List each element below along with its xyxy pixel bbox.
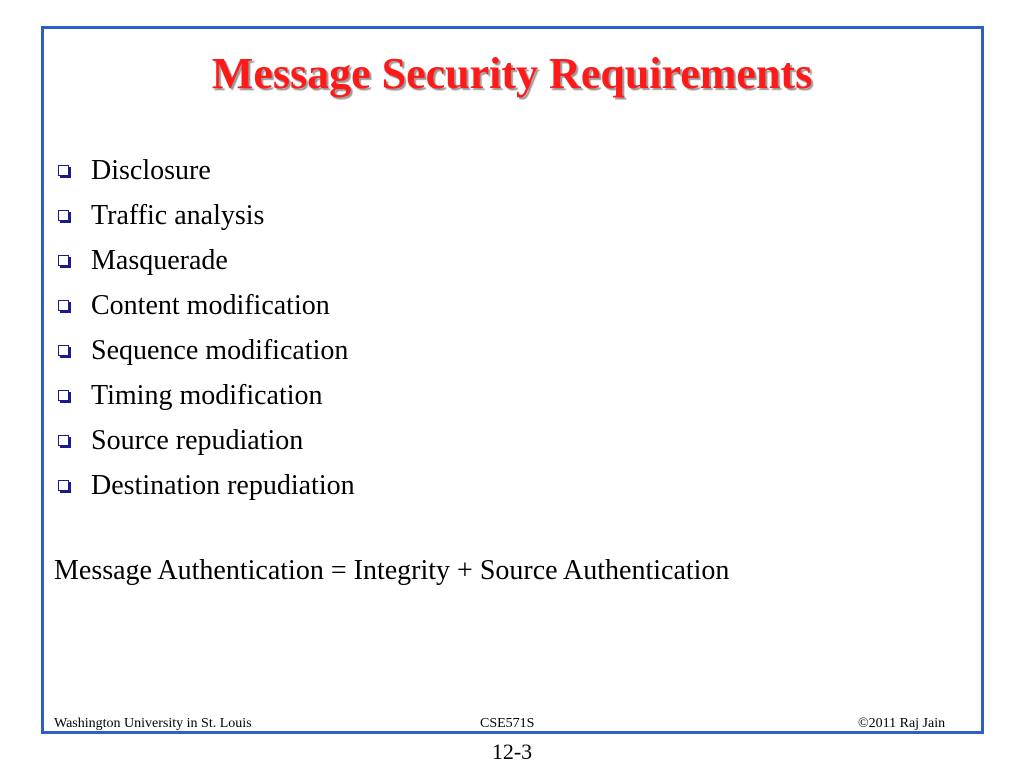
list-item <box>54 328 355 373</box>
bullet-text: Source repudiation <box>91 424 304 456</box>
bullet-text: Timing modification <box>91 379 323 411</box>
list-item <box>54 148 355 193</box>
footer-copyright: ©2011 Raj Jain <box>858 716 946 731</box>
list-item <box>54 283 355 328</box>
bullet-list <box>54 148 355 508</box>
list-item <box>54 238 355 283</box>
bullet-text: Traffic analysis <box>91 199 265 231</box>
bullet-text: Content modification <box>91 289 330 321</box>
list-item <box>54 463 355 508</box>
square-bullet-icon <box>58 255 69 266</box>
square-bullet-icon <box>58 345 69 356</box>
authentication-equation: Message Authentication = Integrity + Source Authentication <box>54 555 730 586</box>
bullet-text: Sequence modification <box>91 334 349 366</box>
bullet-text: Masquerade <box>91 244 228 276</box>
bullet-text: Disclosure <box>91 154 211 186</box>
square-bullet-icon <box>58 390 69 401</box>
list-item <box>54 373 355 418</box>
square-bullet-icon <box>58 300 69 311</box>
slide-title: Message Security Requirements <box>211 49 813 98</box>
footer-institution: Washington University in St. Louis <box>54 716 252 731</box>
square-bullet-icon <box>58 210 69 221</box>
square-bullet-icon <box>58 480 69 491</box>
bullet-text: Destination repudiation <box>91 469 355 501</box>
page-number: 12-3 <box>491 739 533 764</box>
footer-course: CSE571S <box>480 716 535 731</box>
list-item <box>54 193 355 238</box>
square-bullet-icon <box>58 435 69 446</box>
list-item <box>54 418 355 463</box>
square-bullet-icon <box>58 165 69 176</box>
